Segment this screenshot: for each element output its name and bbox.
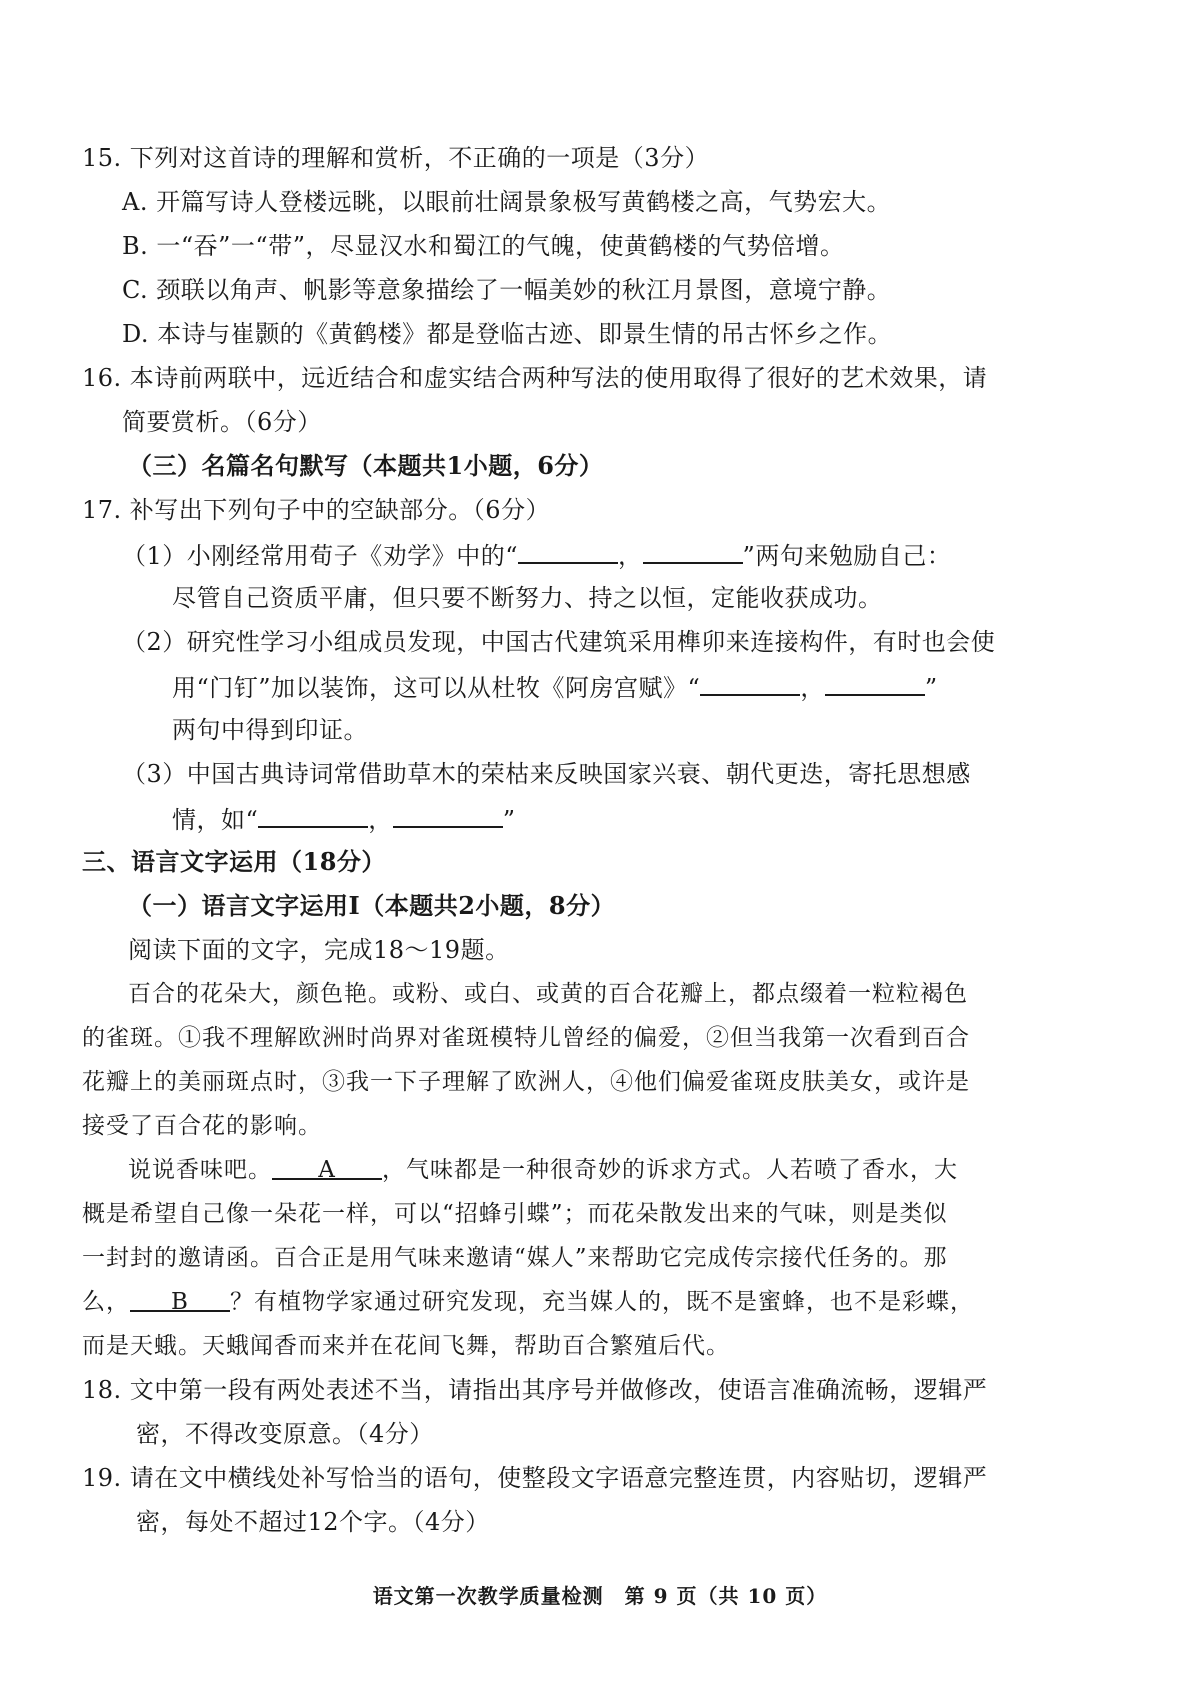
passage-line: 百合的花朵大，颜色艳。或粉、或白、或黄的百合花瓣上，都点缀着一粒粒褐色	[128, 981, 968, 1007]
separator: ，	[800, 674, 825, 702]
blank-a[interactable]: A	[272, 1150, 382, 1180]
q17-part-3-line-2	[172, 798, 516, 840]
answer-blank[interactable]	[258, 798, 368, 828]
q18-line-1: 18. 文中第一段有两处表述不当，请指出其序号并做修改，使语言准确流畅，逻辑严	[82, 1376, 988, 1404]
q17-part-1-line-2: 尽管自己资质平庸，但只要不断努力、持之以恒，定能收获成功。	[172, 584, 883, 612]
answer-blank[interactable]	[643, 534, 743, 564]
q17-part-1-suffix: ”两句来勉励自己：	[742, 542, 952, 570]
q15-option-c: C. 颈联以角声、帆影等意象描绘了一幅美妙的秋江月景图，意境宁静。	[122, 276, 892, 304]
passage-text: 说说香味吧。	[128, 1157, 272, 1183]
section-3-title: （三）名篇名句默写（本题共1小题，6分）	[128, 451, 604, 480]
q17-part-2-line-1: （2）研究性学习小组成员发现，中国古代建筑采用榫卯来连接构件，有时也会使	[122, 628, 996, 656]
passage-line	[128, 1150, 958, 1190]
passage-line: 花瓣上的美丽斑点时，③我一下子理解了欧洲人，④他们偏爱雀斑皮肤美女，或许是	[82, 1069, 970, 1095]
passage-line	[82, 1282, 974, 1322]
q17-part-1	[122, 534, 951, 576]
part-3-subsection-1-title: （一）语言文字运用Ⅰ（本题共2小题，8分）	[128, 891, 616, 920]
passage-line: 接受了百合花的影响。	[82, 1113, 322, 1139]
answer-blank[interactable]	[393, 798, 503, 828]
q17-part-2-prefix: 用“门钉”加以装饰，这可以从杜牧《阿房宫赋》“	[172, 674, 701, 702]
q15-stem: 15. 下列对这首诗的理解和赏析，不正确的一项是（3分）	[82, 144, 710, 172]
q16-line-1: 16. 本诗前两联中，远近结合和虚实结合两种写法的使用取得了很好的艺术效果，请	[82, 364, 988, 392]
passage-text: ？有植物学家通过研究发现，充当媒人的，既不是蜜蜂，也不是彩蝶，	[230, 1289, 974, 1315]
answer-blank[interactable]	[518, 534, 618, 564]
passage-line: 一封封的邀请函。百合正是用气味来邀请“媒人”来帮助它完成传宗接代任务的。那	[82, 1245, 948, 1271]
q17-part-2-suffix: ”	[924, 674, 938, 702]
passage-text: ，气味都是一种很奇妙的诉求方式。人若喷了香水，大	[382, 1157, 958, 1183]
part-3-title: 三、语言文字运用（18分）	[82, 847, 386, 876]
q17-stem: 17. 补写出下列句子中的空缺部分。（6分）	[82, 496, 551, 524]
separator: ，	[618, 542, 643, 570]
q15-option-d: D. 本诗与崔颢的《黄鹤楼》都是登临古迹、即景生情的吊古怀乡之作。	[122, 320, 893, 348]
reading-instruction: 阅读下面的文字，完成18～19题。	[128, 936, 510, 964]
blank-b[interactable]: B	[130, 1282, 230, 1312]
q17-part-2-line-2	[172, 666, 938, 708]
q18-line-2: 密，不得改变原意。（4分）	[136, 1420, 434, 1448]
q15-option-a: A. 开篇写诗人登楼远眺，以眼前壮阔景象极写黄鹤楼之高，气势宏大。	[122, 188, 892, 216]
passage-line: 概是希望自己像一朵花一样，可以“招蜂引蝶”；而花朵散发出来的气味，则是类似	[82, 1201, 948, 1227]
page-footer: 语文第一次教学质量检测 第 9 页（共 10 页）	[372, 1584, 828, 1608]
separator: ，	[368, 806, 393, 834]
q17-part-1-prefix: （1）小刚经常用荀子《劝学》中的“	[122, 542, 519, 570]
q17-part-3-suffix: ”	[502, 806, 516, 834]
answer-blank[interactable]	[700, 666, 800, 696]
passage-line: 而是天蛾。天蛾闻香而来并在花间飞舞，帮助百合繁殖后代。	[82, 1333, 730, 1359]
passage-text: 么，	[82, 1289, 130, 1315]
q15-option-b: B. 一“吞”一“带”，尽显汉水和蜀江的气魄，使黄鹤楼的气势倍增。	[122, 232, 845, 260]
q19-line-1: 19. 请在文中横线处补写恰当的语句，使整段文字语意完整连贯，内容贴切，逻辑严	[82, 1464, 988, 1492]
q17-part-3-prefix: 情，如“	[172, 806, 259, 834]
q17-part-3-line-1: （3）中国古典诗词常借助草木的荣枯来反映国家兴衰、朝代更迭，寄托思想感	[122, 760, 971, 788]
q17-part-2-line-3: 两句中得到印证。	[172, 716, 368, 744]
q19-line-2: 密，每处不超过12个字。（4分）	[136, 1508, 490, 1536]
passage-line: 的雀斑。①我不理解欧洲时尚界对雀斑模特儿曾经的偏爱，②但当我第一次看到百合	[82, 1025, 970, 1051]
q16-line-2: 简要赏析。（6分）	[122, 408, 322, 436]
answer-blank[interactable]	[825, 666, 925, 696]
